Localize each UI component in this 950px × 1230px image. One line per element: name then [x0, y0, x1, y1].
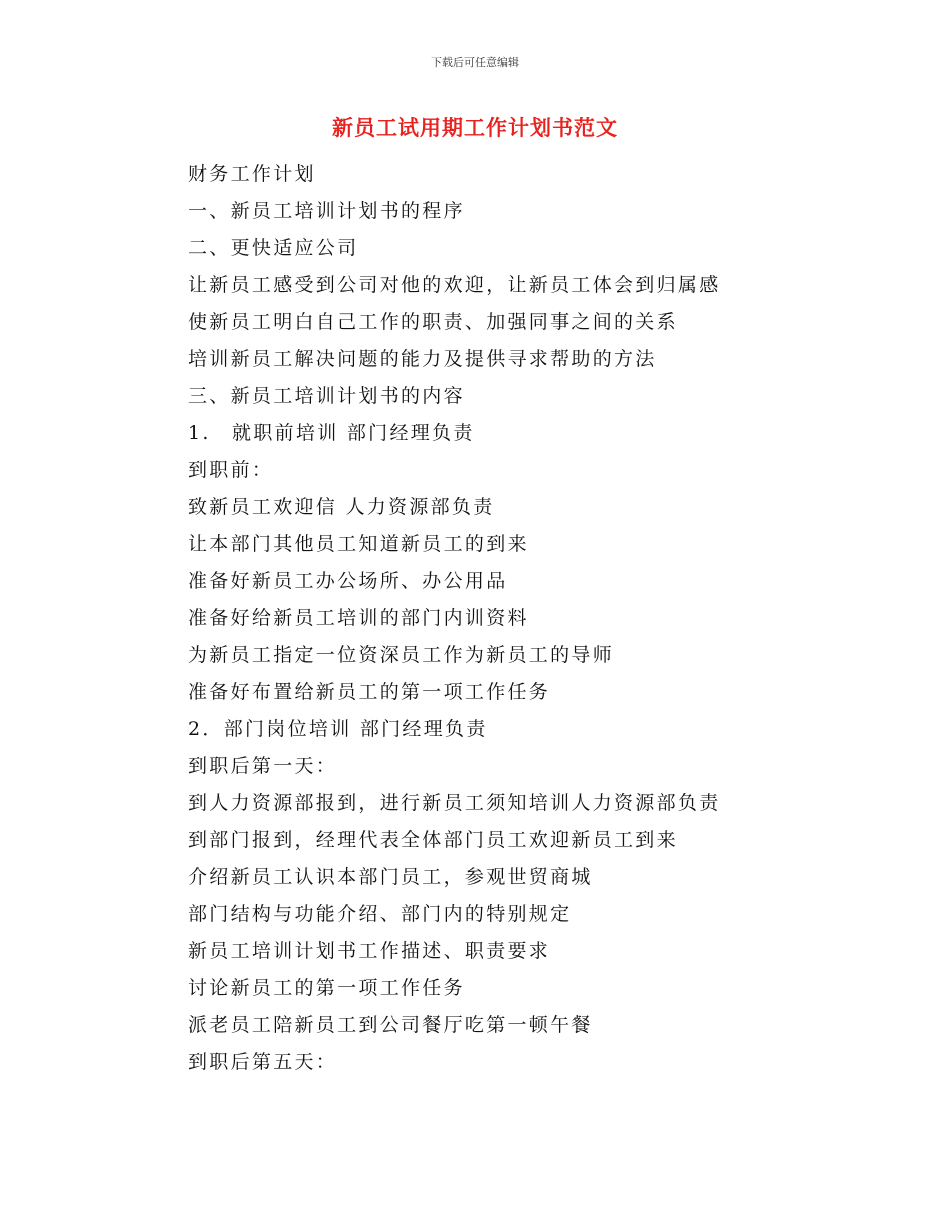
header-note: 下载后可任意编辑 — [431, 56, 519, 69]
body-line: 派老员工陪新员工到公司餐厅吃第一顿午餐 — [188, 1014, 593, 1036]
body-line: 准备好给新员工培训的部门内训资料 — [188, 607, 529, 629]
body-line: 讨论新员工的第一项工作任务 — [188, 977, 465, 999]
body-line: 让新员工感受到公司对他的欢迎，让新员工体会到归属感 — [188, 274, 721, 296]
body-line: 培训新员工解决问题的能力及提供寻求帮助的方法 — [188, 348, 657, 370]
body-line: 介绍新员工认识本部门员工，参观世贸商城 — [188, 866, 593, 888]
body-line: 财务工作计划 — [188, 163, 316, 185]
body-line: 为新员工指定一位资深员工作为新员工的导师 — [188, 644, 615, 666]
body-line: 三、新员工培训计划书的内容 — [188, 385, 465, 407]
document-title: 新员工试用期工作计划书范文 — [332, 116, 618, 140]
body-line: 到人力资源部报到，进行新员工须知培训人力资源部负责 — [188, 792, 721, 814]
body-line: 到职前： — [188, 459, 274, 481]
body-line: 到职后第五天： — [188, 1051, 338, 1073]
body-line: 准备好新员工办公场所、办公用品 — [188, 570, 508, 592]
body-line: 到职后第一天： — [188, 755, 338, 777]
body-line: 到部门报到，经理代表全体部门员工欢迎新员工到来 — [188, 829, 678, 851]
body-line: 部门结构与功能介绍、部门内的特别规定 — [188, 903, 572, 925]
body-line: 一、新员工培训计划书的程序 — [188, 200, 465, 222]
body-line: 2．部门岗位培训 部门经理负责 — [188, 718, 488, 740]
body-line: 新员工培训计划书工作描述、职责要求 — [188, 940, 551, 962]
body-line: 准备好布置给新员工的第一项工作任务 — [188, 681, 551, 703]
body-line: 致新员工欢迎信 人力资源部负责 — [188, 496, 495, 518]
body-line: 使新员工明白自己工作的职责、加强同事之间的关系 — [188, 311, 678, 333]
body-line: 1. 就职前培训 部门经理负责 — [188, 422, 475, 444]
document-body — [188, 160, 828, 1085]
body-line: 二、更快适应公司 — [188, 237, 359, 259]
body-line: 让本部门其他员工知道新员工的到来 — [188, 533, 529, 555]
